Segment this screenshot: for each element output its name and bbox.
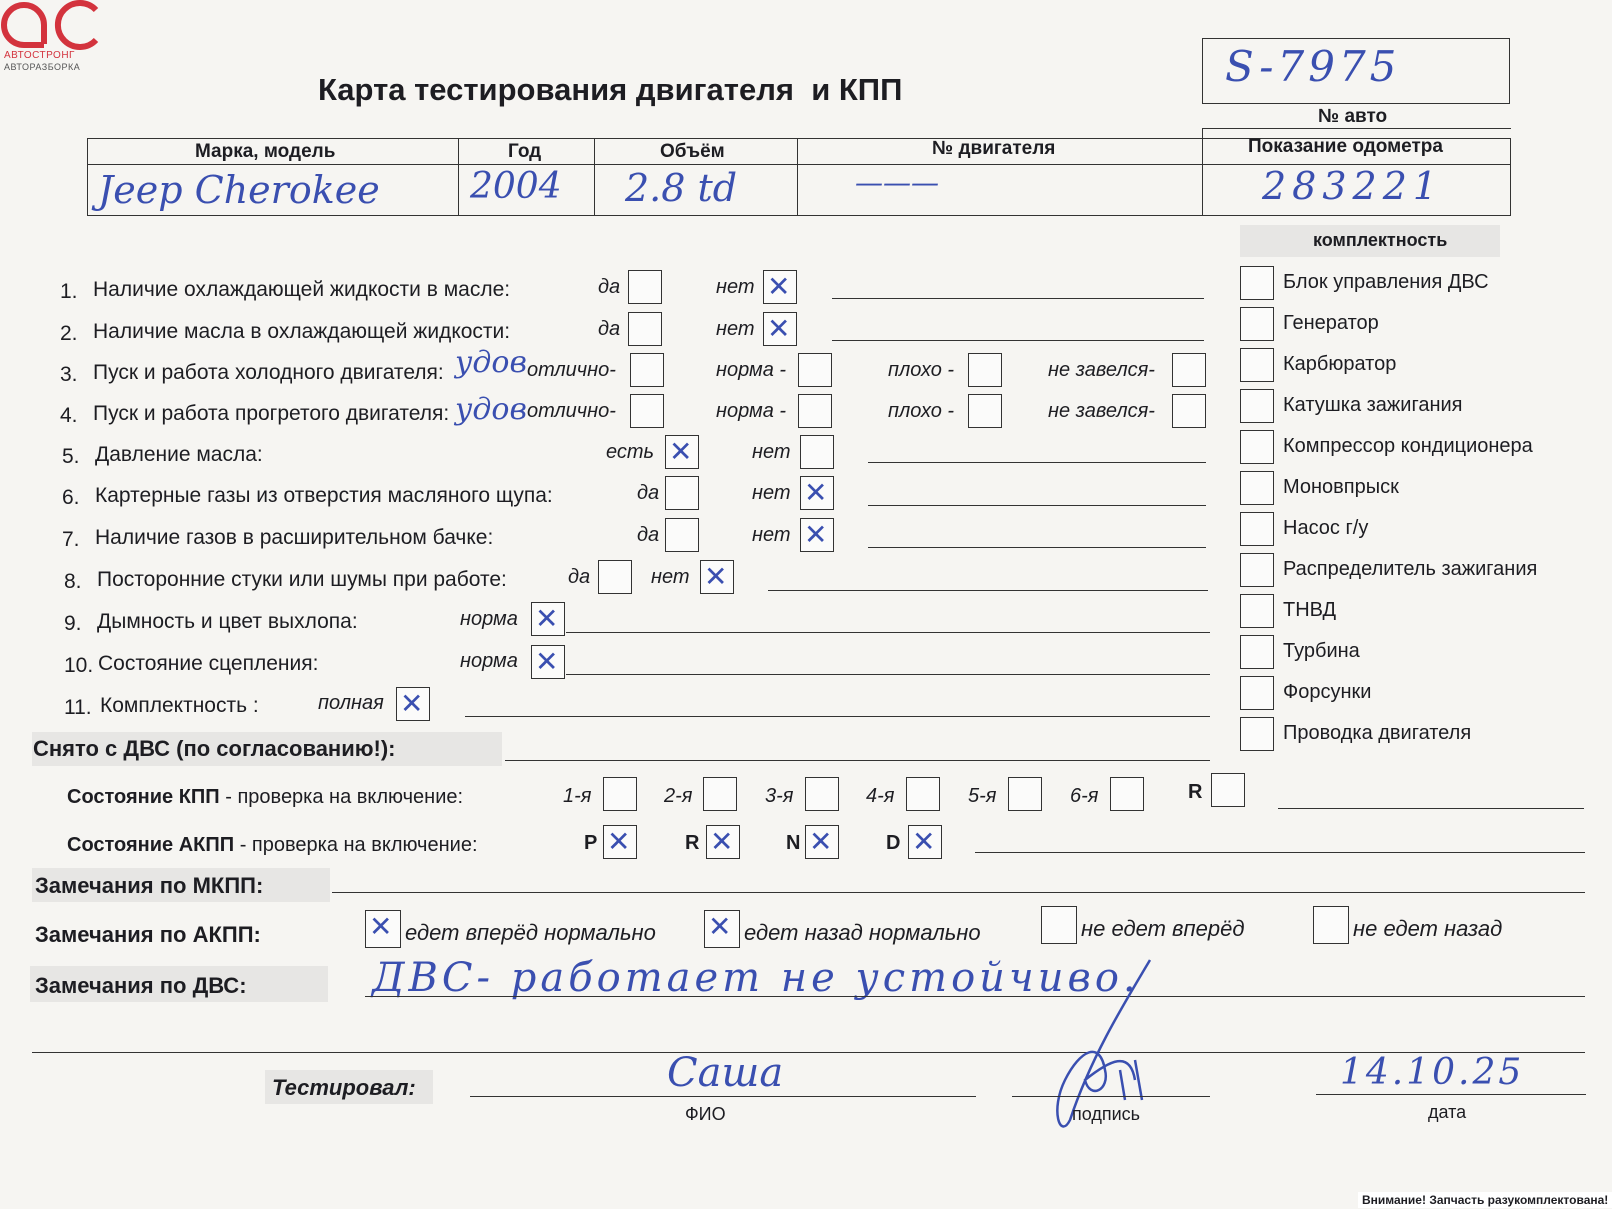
question-note: удов bbox=[455, 345, 527, 380]
option-label: нет bbox=[716, 276, 755, 298]
akpp-note-checkbox[interactable] bbox=[1041, 906, 1077, 944]
option-checkbox[interactable] bbox=[531, 602, 565, 636]
signature-caption: подпись bbox=[1072, 1104, 1141, 1124]
test-date: 14.10.25 bbox=[1340, 1052, 1525, 1093]
option-checkbox[interactable] bbox=[396, 687, 430, 721]
page-title: Карта тестирования двигателя и КПП bbox=[318, 72, 903, 107]
gear-checkbox[interactable] bbox=[1008, 777, 1042, 811]
option-label: нет bbox=[716, 318, 755, 340]
kpp-title: Состояние КПП bbox=[67, 786, 220, 808]
kit-item-label: Турбина bbox=[1283, 640, 1360, 662]
question-label: Состояние сцепления: bbox=[98, 652, 319, 675]
gear-label: 5-я bbox=[968, 785, 997, 807]
option-label: плохо - bbox=[888, 400, 955, 422]
akpp-mode-label: P bbox=[584, 832, 598, 854]
value-year: 2004 bbox=[470, 166, 562, 207]
option-checkbox[interactable] bbox=[968, 394, 1002, 428]
kit-checkbox[interactable] bbox=[1240, 512, 1274, 546]
question-label: Посторонние стуки или шумы при работе: bbox=[97, 568, 507, 591]
gear-label: 6-я bbox=[1070, 785, 1099, 807]
option-checkbox[interactable] bbox=[1172, 353, 1206, 387]
tester-name: Саша bbox=[667, 1050, 784, 1096]
option-label: нет bbox=[752, 524, 791, 546]
kit-item-label: Насос г/у bbox=[1283, 517, 1369, 539]
dvs-notes-text: ДВС- работает не устойчиво. bbox=[372, 955, 1140, 1001]
question-number: 5. bbox=[62, 445, 80, 468]
name-caption: ФИО bbox=[685, 1104, 726, 1124]
kit-checkbox[interactable] bbox=[1240, 307, 1274, 341]
footer-warning: Внимание! Запчасть разукомплектована! bbox=[1358, 1192, 1612, 1208]
date-caption: дата bbox=[1428, 1102, 1467, 1122]
akpp-mode-checkbox[interactable] bbox=[805, 825, 839, 859]
option-checkbox[interactable] bbox=[700, 560, 734, 594]
akpp-subtitle: - проверка на включение: bbox=[234, 834, 478, 856]
akpp-mode-checkbox[interactable] bbox=[706, 825, 740, 859]
question-label: Картерные газы из отверстия масляного щупа: bbox=[95, 484, 553, 507]
kit-item-label: Блок управления ДВС bbox=[1283, 271, 1489, 293]
akpp-row-label bbox=[67, 834, 478, 857]
akpp-note-checkbox[interactable] bbox=[1313, 906, 1349, 944]
option-label: норма bbox=[460, 608, 518, 630]
gear-checkbox[interactable] bbox=[805, 777, 839, 811]
option-label: отлично- bbox=[527, 400, 616, 422]
question-label: Наличие охлаждающей жидкости в масле: bbox=[93, 278, 511, 301]
question-note: удов bbox=[455, 392, 527, 427]
option-label: плохо - bbox=[888, 359, 955, 381]
option-label: да bbox=[568, 566, 591, 588]
option-label: норма - bbox=[716, 400, 787, 422]
option-label: отлично- bbox=[527, 359, 616, 381]
option-checkbox[interactable] bbox=[798, 353, 832, 387]
gear-label: 3-я bbox=[765, 785, 794, 807]
question-number: 2. bbox=[60, 322, 78, 345]
akpp-mode-checkbox[interactable] bbox=[603, 825, 637, 859]
value-volume: 2.8 td bbox=[625, 166, 738, 210]
kit-checkbox[interactable] bbox=[1240, 471, 1274, 505]
akpp-mode-checkbox[interactable] bbox=[908, 825, 942, 859]
option-label: да bbox=[598, 276, 621, 298]
option-checkbox[interactable] bbox=[763, 270, 797, 304]
company-logo bbox=[0, 0, 100, 75]
question-number: 3. bbox=[60, 363, 78, 386]
akpp-note-option: едет вперёд нормально bbox=[405, 920, 656, 945]
option-checkbox[interactable] bbox=[630, 394, 664, 428]
option-label: полная bbox=[318, 692, 384, 714]
question-label: Дымность и цвет выхлопа: bbox=[97, 610, 358, 633]
kit-checkbox[interactable] bbox=[1240, 266, 1274, 300]
option-checkbox[interactable] bbox=[628, 312, 662, 346]
option-checkbox[interactable] bbox=[630, 353, 664, 387]
option-checkbox[interactable] bbox=[531, 645, 565, 679]
option-label: да bbox=[598, 318, 621, 340]
akpp-notes-label: Замечания по АКПП: bbox=[35, 922, 261, 947]
col-year: Год bbox=[508, 141, 542, 162]
question-label: Наличие газов в расширительном бачке: bbox=[95, 526, 494, 549]
gear-label: 4-я bbox=[866, 785, 895, 807]
dvs-notes-label: Замечания по ДВС: bbox=[35, 973, 247, 998]
question-number: 6. bbox=[62, 486, 80, 509]
option-label: есть bbox=[606, 441, 655, 463]
question-number: 10. bbox=[64, 654, 94, 677]
option-checkbox[interactable] bbox=[798, 394, 832, 428]
col-odometer: Показание одометра bbox=[1248, 136, 1443, 157]
gear-checkbox[interactable] bbox=[906, 777, 940, 811]
question-number: 4. bbox=[60, 404, 78, 427]
option-checkbox[interactable] bbox=[1172, 394, 1206, 428]
kit-title: комплектность bbox=[1313, 230, 1448, 250]
option-label: да bbox=[637, 482, 660, 504]
kit-item-label: Компрессор кондиционера bbox=[1283, 435, 1533, 457]
question-number: 9. bbox=[64, 612, 82, 635]
kit-item-label: Карбюратор bbox=[1283, 353, 1397, 375]
kit-item-label: Проводка двигателя bbox=[1283, 722, 1472, 744]
akpp-mode-label: N bbox=[786, 832, 801, 854]
gear-checkbox[interactable] bbox=[1211, 773, 1245, 807]
option-label: норма - bbox=[716, 359, 787, 381]
akpp-note-checkbox[interactable] bbox=[365, 910, 401, 948]
col-engine-number: № двигателя bbox=[932, 138, 1056, 159]
value-make-model: Jeep Cherokee bbox=[98, 168, 380, 212]
question-label: Давление масла: bbox=[95, 443, 263, 466]
gear-checkbox[interactable] bbox=[703, 777, 737, 811]
akpp-note-option: едет назад нормально bbox=[744, 920, 981, 945]
option-label: норма bbox=[460, 650, 518, 672]
kit-checkbox[interactable] bbox=[1240, 717, 1274, 751]
kit-item-label: ТНВД bbox=[1283, 599, 1337, 621]
option-checkbox[interactable] bbox=[800, 518, 834, 552]
akpp-mode-label: D bbox=[886, 832, 901, 854]
auto-number-value: S-7975 bbox=[1225, 42, 1401, 91]
option-label: нет bbox=[752, 482, 791, 504]
option-label: не завелся- bbox=[1048, 400, 1155, 422]
question-label: Пуск и работа холодного двигателя: bbox=[93, 361, 444, 384]
question-number: 7. bbox=[62, 528, 80, 551]
question-label: Пуск и работа прогретого двигателя: bbox=[93, 402, 450, 425]
option-label: нет bbox=[752, 441, 791, 463]
value-odometer: 283221 bbox=[1262, 164, 1444, 208]
gear-label: 1-я bbox=[563, 785, 592, 807]
auto-number-label: № авто bbox=[1318, 106, 1388, 127]
option-checkbox[interactable] bbox=[763, 312, 797, 346]
kit-checkbox[interactable] bbox=[1240, 594, 1274, 628]
logo-line1: АВТОСТРОНГ bbox=[4, 50, 75, 61]
akpp-note-option: не едет назад bbox=[1353, 916, 1503, 941]
value-engine-number: ——— bbox=[855, 166, 939, 199]
kit-item-label: Генератор bbox=[1283, 312, 1379, 334]
kit-checkbox[interactable] bbox=[1240, 553, 1274, 587]
question-label: Комплектность : bbox=[100, 694, 259, 717]
option-checkbox[interactable] bbox=[665, 435, 699, 469]
question-number: 8. bbox=[64, 570, 82, 593]
question-number: 1. bbox=[60, 280, 78, 303]
option-checkbox[interactable] bbox=[800, 435, 834, 469]
option-label: не завелся- bbox=[1048, 359, 1155, 381]
akpp-mode-label: R bbox=[685, 832, 700, 854]
question-label: Наличие масла в охлаждающей жидкости: bbox=[93, 320, 511, 343]
kit-item-label: Моновпрыск bbox=[1283, 476, 1399, 498]
ac-logo-icon bbox=[0, 0, 100, 50]
question-number: 11. bbox=[64, 696, 92, 719]
option-checkbox[interactable] bbox=[665, 476, 699, 510]
mkpp-notes-label: Замечания по МКПП: bbox=[35, 873, 264, 898]
gear-label: R bbox=[1188, 781, 1203, 803]
col-make-model: Марка, модель bbox=[195, 141, 336, 162]
option-checkbox[interactable] bbox=[665, 518, 699, 552]
kit-checkbox[interactable] bbox=[1240, 348, 1274, 382]
kit-item-label: Распределитель зажигания bbox=[1283, 558, 1538, 580]
logo-line2: АВТОРАЗБОРКА bbox=[4, 62, 81, 72]
option-checkbox[interactable] bbox=[628, 270, 662, 304]
gear-checkbox[interactable] bbox=[603, 777, 637, 811]
tested-by-label: Тестировал: bbox=[272, 1075, 416, 1100]
removed-label: Снято с ДВС (по согласованию!): bbox=[33, 736, 396, 761]
option-checkbox[interactable] bbox=[800, 476, 834, 510]
kpp-subtitle: - проверка на включение: bbox=[219, 786, 464, 808]
kit-checkbox[interactable] bbox=[1240, 676, 1274, 710]
kit-item-label: Катушка зажигания bbox=[1283, 394, 1463, 416]
option-checkbox[interactable] bbox=[968, 353, 1002, 387]
akpp-note-option: не едет вперёд bbox=[1081, 916, 1245, 941]
option-checkbox[interactable] bbox=[598, 560, 632, 594]
kit-checkbox[interactable] bbox=[1240, 430, 1274, 464]
kpp-row-label bbox=[67, 786, 463, 809]
akpp-note-checkbox[interactable] bbox=[704, 910, 740, 948]
kit-item-label: Форсунки bbox=[1283, 681, 1372, 703]
option-label: да bbox=[637, 524, 660, 546]
option-label: нет bbox=[651, 566, 690, 588]
akpp-title: Состояние АКПП bbox=[67, 834, 235, 856]
col-volume: Объём bbox=[660, 141, 725, 162]
gear-label: 2-я bbox=[664, 785, 693, 807]
kit-checkbox[interactable] bbox=[1240, 635, 1274, 669]
kit-checkbox[interactable] bbox=[1240, 389, 1274, 423]
gear-checkbox[interactable] bbox=[1110, 777, 1144, 811]
